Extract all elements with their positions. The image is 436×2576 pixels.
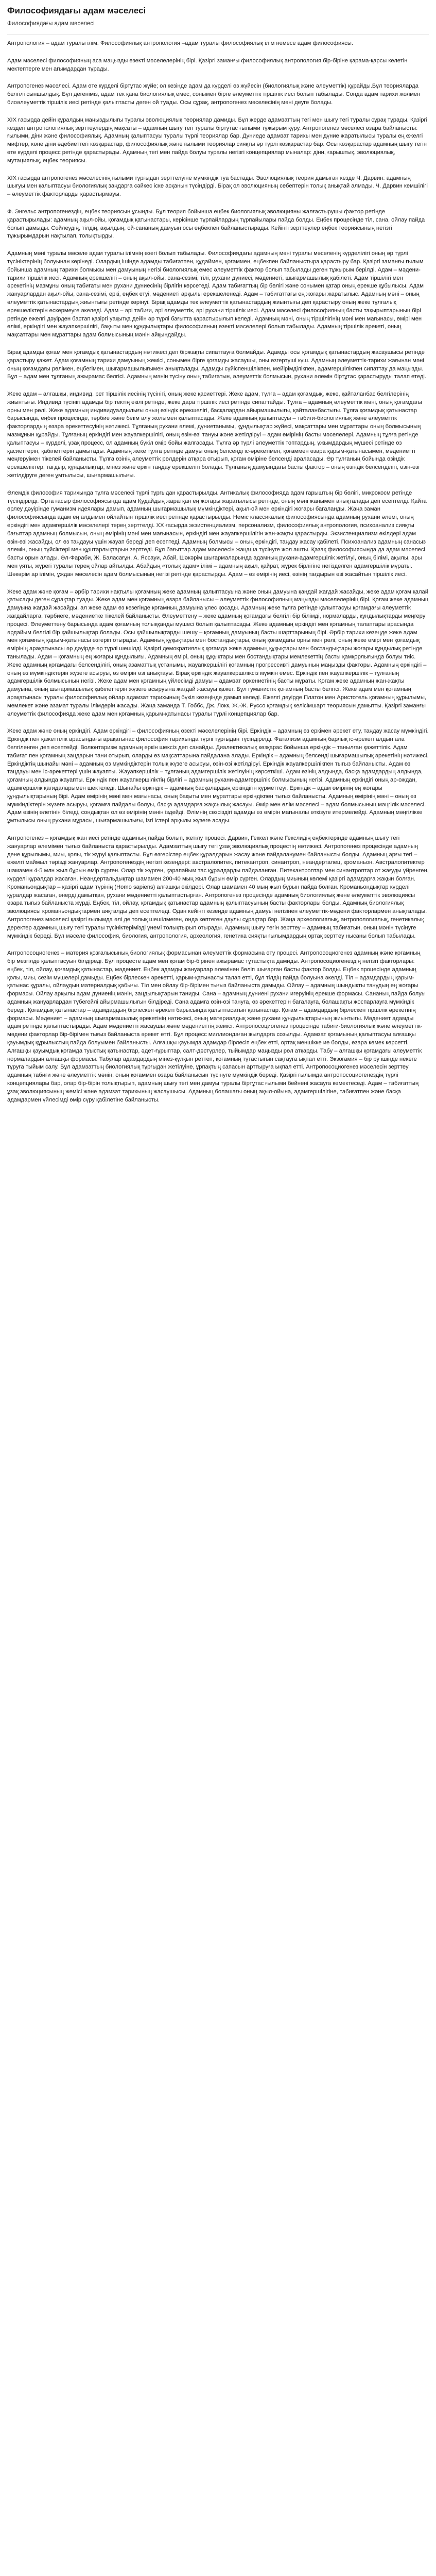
paragraph: Антропогенез – қоғамдық жан иесі ретінде адамның пайда болып, жетілу процесі. Дарвин, Геккел және Гекслидің еңбектерінде адамның шығу тегі жануарлар әлемімен тығыз байланыста қарастырылды. Адамзаттың шығу тегі ұзақ эволюциялық процестің нәтижесі. Антропогенез процесінде адамның дене құрылымы, миы, қолы, тік жүруі қалыптасты. Бұл өзгерістер еңбек құралдарын жасау және пайдаланумен байланысты болды. Адамның арғы тегі – ежелгі маймыл тәрізді жануарлар. Антропогенездің негізгі кезеңдері: австралопитек, питекантроп, синантроп, неандерталец, кроманьон. Австралопитектер шамамен 4-5 млн жыл бұрын өмір сүрген. Олар тік жүрген, қарапайым тас құралдарды пайдаланған. Питекантроптар мен синантроптар от жағуды үйренген, күрделі құралдар жасаған. Неандертальдықтар шамамен 200-40 мың жыл бұрын өмір сүрген. Олардың миының көлемі қазіргі адамдарға жақын болған. Кроманьондықтар – қазіргі адам түрінің (Homo sapiens) алғашқы өкілдері. Олар шамамен 40 мың жыл бұрын пайда болған. Кроманьондықтар күрделі құралдар жасаған, өнерді дамытқан, рухани мәдениетті қалыптастырған. Антропогенез процесінде адамның биологиялық және әлеуметтік эволюциясы өзара тығыз байланыста жүрді. Еңбек, тіл, ойлау, қоғамдық қатынастар адамның қалыптасуының басты факторлары болды. Адамның биологиялық эволюциясы кроманьондықтармен аяқталды деп есептеледі. Одан кейінгі кезеңде адамның дамуы негізінен әлеуметтік-мәдени факторлармен анықталады. Антропогенез мәселесі қазіргі ғылымда әлі де толық шешілмеген, онда көптеген даулы сұрақтар бар. Жаңа археологиялық, антропологиялық, генетикалық деректер адамның шығу тегі туралы түсініктерімізді үнемі толықтырып отырады. Адамның шығу тегін зерттеу – адамның табиғатын, оның мәнін түсінуге мүмкіндік береді. Бұл мәселе философия, биология, антропология, археология, генетика сияқты ғылымдардың ортақ зерттеу нысаны болып табылады. [7,835,429,939]
paragraph: Бірақ адамды қоғам мен қоғамдық қатынастардың нәтижесі деп біржақты сипаттауға болмайды. Адамды осы қоғамдық қатынастардың жасаушысы ретінде қарастыру қажет. Адам қоғамның тарихи дамуының жемісі, сонымен бірге қоғамды жасаушы, оны өзгертуші күш. Адамның әлеуметтік-тарихи жағынан мәні оның қоғамдағы рөлімен, еңбегімен, шығармашылығымен анықталады. Адамды сүйіспеншілікпен, мейірімділікпен, адамгершілікпен сипаттау да маңызды. Бұл – адам мен тұлғаның ажырамас белгісі. Адамның мәнін түсіну оның табиғатын, әлеуметтік болмысын, рухани әлемін біртұтас қарастыруды талап етеді. [7,349,426,380]
paragraph: Ф. Энгельс антропогенездің, еңбек теориясын ұсынды. Бұл теория бойынша еңбек биологиялық эволюцияны жалғастырушы фактор ретінде қарастырылады: адамның ақыл-ойы, қоғамдық қатынастары, керісінше тұрпайлардың тұрпайылары пайда болды. Еңбек процесінде тіл, сана, ойлау пайда болып дамыды. Сөйлеудің, тілдің, ақылдың, ой-сананың дамуын осы еңбекпен байланыстырады. Кейінгі зерттеулер еңбек теориясының негізгі тұжырымдарын нақтылап, толықтырды. [7,208,425,240]
paragraph: Әлемдік философия тарихында тұлға мәселесі түрлі тұрғыдан қарастырылды. Антикалық философияда адам ғарыштың бір бөлігі, микрокосм ретінде түсіндірілді. Орта ғасыр философиясында адам Құдайдың жаратқан ең жоғары жаратылысы ретінде, оның мәні жанымен анықталады деп есептелді. Қайта өрлеу дәуірінде гуманизм идеялары дамып, адамның шығармашылық мүмкіндіктері, ақыл-ой мен еркіндігі жоғары бағаланды. Жаңа заман философиясында адам ең алдымен ойлайтын тіршілік иесі ретінде қарастырылды. Неміс классикалық философиясында адамның рухани әлемі, оның еркіндігі мен адамгершілік мәселелері терең зерттелді. ХХ ғасырда экзистенциализм, персонализм, философиялық антропология, психоанализ сияқты бағыттар адамның болмысын, оның өмірінің мәні мен мағынасын, еркіндігі мен жауапкершілігін жан-жақты қарастырды. Экзистенциализм өкілдері адам өзін-өзі жасайды, ол өз таңдауы үшін жауап береді деп есептеді. Адамның болмысы – оның еркіндігі, таңдау жасау қабілеті. Психоанализ адамның санасыз әлемін, оның түйсіктері мен құштарлықтарын зерттеді. Бұл бағыттар адам мәселесін жаңаша түсінуге жол ашты. Қазақ философиясында да адам мәселесі басты орын алады. Әл-Фараби, Ж. Баласағұн, А. Яссауи, Абай, Шәкәрім шығармаларында адамның рухани-адамгершілік жетілуі, оның білімі, ақылы, ары мен ұяты, жүрегі туралы терең ойлар айтылды. Абайдың «толық адам» ілімі – адамның ақыл, қайрат, жүрек бірлігіне негізделген адамгершілік мұраты. Шәкәрім ар ілімін, ұждан мәселесін адам болмысының негізі ретінде қарастырды. Адам – өз өмірінің иесі, өзінің тағдырын өзі жасайтын тіршілік иесі. [7,489,427,578]
title-divider [7,34,429,35]
paragraph: ХІХ ғасырда антропогенез мәселесінің ғылыми тұрғыдан зерттелуіне мүмкіндік туа бастады. Эволюциялық теория дамыған кезде Ч. Дарвин: адамның шығуы мен қалыптасуы биологиялық заңдарға сәйкес іске асқанын түсіндірді. Бірақ ол эволюцияның себептерін толық анықтай алмады. Ч. Дарвин кемшілігі – әлеуметтік факторларды қарастырмауы. [7,175,428,198]
document-page [0,0,436,1124]
paragraph: Адам мәселесі философияның аса маңызды өзекті мәселелерінің бірі. Қазіргі заманғы философиялық антропология бір-біріне қарама-қарсы келетін мектептерге мен ағымдардан тұрады. [7,57,408,72]
paragraph: Жеке адам және қоғам – әрбір тарихи нақтылы қоғамның жеке адамның қалыптасуына және оның дамуына қандай жағдай жасайды, жеке адам қоғам қалай қатысады деген сұрақтар туады. Жеке адам мен қоғамның өзара байланысы – әлеуметтік философияның маңызды мәселелерінің бірі. Қоғам жеке адамның дамуына жағдай жасайды, ал жеке адам өз кезегінде қоғамның дамуына үлес қосады. Адамның жеке тұлға ретінде қалыптасуы қоғамдағы әлеуметтік жағдайларға, тәрбиеге, мәдениетке тікелей байланысты. Әлеуметтену – жеке адамның қоғамдағы белгілі бір білімді, нормаларды, құндылықтарды меңгеру процесі. Әлеуметтену барысында адам қоғамның толыққанды мүшесі болып қалыптасады. Жеке адамның еркіндігі мен қоғамның талаптары арасында әрдайым белгілі бір қайшылықтар болады. Осы қайшылықтарды шешу – қоғамның дамуының басты шарттарының бірі. Әрбір тарихи кезеңде жеке адам мен қоғамның қарым-қатынасы өзгеріп отырады. Адамның құқықтары мен бостандықтары, оның қоғамдағы орны мен рөлі, оның жеке өмірі мен қоғамдық өмірінің арақатынасы әр дәуірде әр түрлі шешілді. Қазіргі демократиялық қоғамда жеке адамның құқықтары мен бостандықтары жоғары құндылық ретінде танылады. Адам – қоғамның ең жоғары құндылығы. Адамның өмірі, оның құқықтары мен бостандықтары мемлекеттің басты қамқорлығында болуы тиіс. Жеке адамның қоғамдағы белсенділігі, оның азаматтық ұстанымы, жауапкершілігі қоғамның прогрессивті дамуының маңызды факторы. Адамның еркіндігі – оның өз мүмкіндіктерін жүзеге асыруы, өз өмірін өзі анықтауы. Бірақ еркіндік жауапкершіліксіз мүмкін емес. Еркіндік пен жауапкершілік – тұлғаның адамгершілік болмысының негізі. Жеке адам мен қоғамның үйлесімді дамуы – адамзат өркениетінің басты мұраты. Қоғам жеке адамның жан-жақты дамуына, оның шығармашылық қабілеттерін жүзеге асыруына жағдай жасауы қажет. Бұл гуманистік қоғамның басты белгісі. Жеке адам мен қоғамның арақатынасы туралы философиялық ойлар адамзат тарихының бүкіл кезеңінде дамып келеді. Ежелгі дәуірде Платон мен Аристотель қоғамның құрылымы, мемлекет және азамат туралы ілімдерін жасады. Жаңа заманда Т. Гоббс, Дж. Локк, Ж.-Ж. Руссо қоғамдық келісімшарт теориясын дамытты. Қазіргі заманғы әлеуметтік философияда жеке адам мен қоғамның қарым-қатынасы туралы түрлі концепциялар бар. [7,588,429,717]
document-body [7,40,429,1104]
paragraph: Антропология – адам туралы ілім. Философиялық антропология –адам туралы философиялық ілім немесе адам философиясы. [7,40,354,46]
page-title: Философиядағы адам мәселесі [7,6,146,15]
paragraph: Жеке адам және оның еркіндігі. Адам еркіндігі – философияның өзекті мәселелерінің бірі. Еркіндік – адамның өз еркімен әрекет ету, таңдау жасау мүмкіндігі. Еркіндік пен қажеттілік арасындағы арақатынас философия тарихында түрлі тұрғыдан түсіндірілді. Фатализм адамның барлық іс-әрекеті алдын ала белгіленген деп есептейді. Волюнтаризм адамның еркін шексіз деп санайды. Диалектикалық көзқарас бойынша еркіндік – танылған қажеттілік. Адам табиғат пен қоғамның заңдарын тани отырып, оларды өз мақсаттарына пайдалана алады. Еркіндік – адамның белсенді шығармашылық әрекетінің нәтижесі. Еркіндіктің шынайы мәні – адамның өз мүмкіндіктерін толық жүзеге асыруы, өзін-өзі жетілдіруі. Еркіндік жауапкершілікпен тығыз байланысты. Адам өз таңдауы мен іс-әрекеттері үшін жауапты. Жауапкершілік – тұлғаның адамгершілік жетілуінің көрсеткіші. Адам өзінің алдында, басқа адамдардың алдында, қоғамның алдында жауапты. Еркіндік пен жауапкершіліктің бірлігі – адамның рухани-адамгершілік болмысының негізі. Адамның еркіндігі оның ар-ождан, адамгершілік қағидаларымен шектеледі. Шынайы еркіндік – адамның басқалардың еркіндігін құрметтеуі. Еркіндік – адам өмірінің ең жоғары құндылықтарының бірі. Адам өмірінің мәні мен мағынасы, оның бақыты мен мұраттары еркіндікпен тығыз байланысты. Адамның өмірінің мәні – оның өз мүмкіндіктерін жүзеге асыруы, қоғамға пайдалы болуы, басқа адамдарға жақсылық жасауы. Өмір мен өлім мәселесі – адам болмысының мәңгілік мәселесі. Адам өзінің өлетінін біледі, сондықтан ол өз өмірінің мәнін іздейді. Өлімнің сөзсіздігі адамды өз өмірін мағыналы өткізуге итермелейді. Адамның мәңгілікке ұмтылысы оның рухани мұрасы, шығармашылығы, ізгі істері арқылы жүзеге асады. [7,728,429,824]
paragraph: Жеке адам – алғашқы, индивид, рет тіршілік иесінің түсінігі, оның жеке қасиеттері. Жеке адам, тұлға – адам қоғамдық, жеке, қайталанбас белгілерінің жиынтығы. Индивид түсінігі адамды бір тектің өкілі ретінде, жеке дара тіршілік иесі ретінде сипаттайды. Тұлға – адамның әлеуметтік мәні, оның қоғамдағы орны мен рөлі. Жеке адамның индивидуалдылығы оның өзіндік ерекшелігі, басқалардан айырмашылығы, қайталанбастығы. Тұлға қоғамдық қатынастар барысында, еңбек процесінде, тәрбие және білім алу жолымен қалыптасады. Жеке адамның қалыптасуы – табиғи-биологиялық және әлеуметтік факторлардың өзара әрекеттесуінің нәтижесі. Тұлғаның рухани әлемі, дүниетанымы, құндылықтар жүйесі, мақсаттары мен мұраттары оның болмысының мазмұнын құрайды. Тұлғаның еркіндігі мен жауапкершілігі, оның өзін-өзі тануы және жетілдіруі – адам өмірінің басты мәселелері. Адамның тұлға ретінде қалыптасуы – күрделі, ұзақ процесс, ол адамның бүкіл өмір бойы жалғасады. Тұлға әр түрлі әлеуметтік топтардың, ұжымдардың мүшесі ретінде өз қасиеттерін, қабілеттерін дамытады. Адамның жеке тұлға ретінде дамуы оның белсенді іс-әрекетімен, қоғаммен өзара қарым-қатынасымен, мәдениетті меңгеруімен тікелей байланысты. Тұлға өзінің әлеуметтік рөлдерін атқара отырып, қоғам өміріне белсенді араласады. Әр тұлғаның бойында өзіндік ерекшеліктер, тағдыр, құндылықтар, мінез және еркін таңдау ерекшелігі болады. Тұлғаның дамуындағы басты фактор – оның өзіндік белсенділігі, өзін-өзі жетілдіруге деген ұмтылысы, шығармашылығы. [7,391,422,479]
paragraph: ХІХ ғасырда дейін құралдың маңыздылығы туралы эволюциялық теориялар дамиды. Бұл жерде адамзаттың тегі мен шығу тегі туралы сұрақ тұрады. Қазіргі кездегі антропологиялық зерттеулердің мақсаты – адамның шығу тегі туралы біртұтас ғылыми тұжырым құру. Антропогенез мәселесі өзара байланысты: ғылыми, діни және философиялық. Адамның қалыптасуы туралы түрлі теориялар бар. Дүниеде адамзат тарихы мен дүние жаратылысы туралы ең ежелгі мифтер, көне діни әдебиеттегі көзқарастар, философиялық және ғылыми теориялар сияқты әр түрлі көзқарастар бар. Осы көзқарастар адамның шығу тегін өте күрделі процесс ретінде қарастырады. Адамның тегі мен пайда болуы туралы негізгі концепциялар мыналар: діни, ғарыштық, эволюциялық, мутациялық, еңбек теориясы. [7,116,427,164]
paragraph: Адамның мәні туралы мәселе адам туралы ілімнің өзегі болып табылады. Философиядағы адамның мәні туралы мәселенің күрделілігі оның әр түрлі түсініктерінің болуынан көрінеді. Олардың ішінде адамды табиғатпен, құдаймен, қоғаммен, еңбекпен байланыстыра қарастыру бар. Қазіргі заманғы ғылым бойынша адамның тарихи болмысы мен дамуының негізі биологиялық емес әлеуметтік фактор болып табылады деген тұжырым берілді. Адам – мәдени-тарихи тіршілік иесі. Адамның ерекшелігі – оның ақыл-ойы, сана-сезімі, тілі, рухани дүниесі, мәдениеті, шығармашылық қабілеті. Адам тіршілігі мен әрекетінің мазмұны оның табиғаты мен рухани дүниесінің бірлігін көрсетеді. Адам табиғаттың бір бөлігі және сонымен қатар оның ерекше құбылысы. Адам жануарлардан ақыл-ойы, сана-сезімі, еркі, еңбек етуі, мәдениеті арқылы ерекшеленеді. Адам – табиғаттағы ең жоғары жаратылыс. Адамның мәні – оның әлеуметтік қатынастардың жиынтығы ретінде көрінуі. Бірақ адамды тек әлеуметтік қатынастардың жиынтығы деп қарастыру оның жеке тұлғалық ерекшеліктерін ескермеуге әкеледі. Адам – әрі табиғи, әрі әлеуметтік, әрі рухани тіршілік иесі. Адам мәселесі философияның басты тақырыптарының бірі ретінде ежелгі дәуірден бастап қазіргі уақытқа дейін әр түрлі бағытта қарастырылып келеді. Адамның мәні, оның тіршілігінің мәні мен мағынасы, өмірі мен өлімі, еркіндігі мен жауапкершілігі, бақыты мен құндылықтары философияның өзекті мәселелері болып табылады. Адамның тіршілік әрекеті, оның мақсаттары мен мұраттары адам болмысының мәнін айқындайды. [7,250,424,338]
page-subtitle: Философиядағы адам мәселесі [7,21,95,27]
paragraph: Антропогенез мәселесі. Адам өте күрделі біртұтас жүйе; ол кезінде адам да күрделі өз жүйесін (биологиялық және әлеуметтік) құрайды.Бұл теорияларда белгілі сыншылдық. Бұл дегеніміз, адам тек қана биологиялық емес, сонымен бірге әлеуметтік тіршілік иесі болып табылады. Сонда адам тарихи жолмен биоәлеуметтік тіршілік иесі ретінде қалыптасты деген ой туады. Осы сұрақ, антропогенез мәселесінің мәні деуге болады. [7,83,421,106]
paragraph: Антропосоциогенез – материя қозғалысының биологиялық формасынан әлеуметтік формасына өту процесі. Антропосоциогенез адамның және қоғамның бір мезгілде қалыптасуын білдіреді. Бұл процесте адам мен қоғам бір-бірінен ажырамас тұтастықта дамиды. Антропосоциогенездің негізгі факторлары: еңбек, тіл, ойлау, қоғамдық қатынастар, мәдениет. Еңбек адамды жануарлар әлемінен бөліп шығарған басты фактор болды. Еңбек процесінде адамның қолы, миы, сезім мүшелері дамыды. Еңбек бірлескен әрекетті, қарым-қатынасты талап етті, бұл тілдің пайда болуына әкелді. Тіл – адамдардың қарым-қатынас құралы, ойлаудың материалдық қабығы. Тіл мен ойлау бір-бірімен тығыз байланыста дамыды. Ойлау – адамның шындықты танудың ең жоғары формасы. Ойлау арқылы адам дүниенің мәнін, заңдылықтарын таниды. Сана – адамның дүниені рухани игеруінің ерекше формасы. Сананың пайда болуы адамның жануарлардан түбегейлі айырмашылығын білдіреді. Сана адамға өзін-өзі тануға, өз әрекеттерін бағалауға, болашақты жоспарлауға мүмкіндік береді. Қоғамдық қатынастар – адамдардың бірлескен әрекеті барысында қалыптасатын қатынастар. Қоғам – адамдардың бірлескен тіршілік әрекетінің формасы. Мәдениет – адамның шығармашылық әрекетінің нәтижесі, оның материалдық және рухани құндылықтарының жиынтығы. Мәдениет адамды адам ретінде қалыптастырады. Адам мәдениетті жасаушы және мәдениеттің жемісі. Антропосоциогенез процесінде табиғи-биологиялық және әлеуметтік-мәдени факторлар бір-бірімен тығыз байланыста әрекет етті. Бұл процесс миллиондаған жылдарға созылды. Адамзат қоғамының қалыптасуы алғашқы қауымдық құрылыстың пайда болуымен байланысты. Алғашқы қауымда адамдар бірлесіп еңбек етті, ортақ меншікке ие болды, өзара көмек көрсетті. Алғашқы қауымдық қоғамда туыстық қатынастар, әдет-ғұрыптар, салт-дәстүрлер, тыйымдар маңызды рөл атқарды. Табу – алғашқы қоғамдағы әлеуметтік нормалардың алғашқы формасы. Табулар адамдардың мінез-құлқын реттеп, қоғамның тұтастығын сақтауға ықпал етті. Экзогамия – бір ру ішінде некеге тұруға тыйым салу. Бұл адамзаттың биологиялық тұрғыдан жетілуіне, ұрпақтың сапасын арттыруға ықпал етті. Антропосоциогенез мәселесін зерттеу адамның табиғи және әлеуметтік мәнін, оның қоғаммен өзара байланысын түсінуге мүмкіндік береді. Қазіргі ғылымда антропосоциогенездің түрлі концепциялары бар, олар бір-бірін толықтырып, адамның шығу тегі мен дамуы туралы біртұтас ғылыми бейнені жасауға көмектеседі. Адам – табиғаттың ұзақ эволюциясының жемісі және адамзат тарихының жасаушысы. Адамның болашағы оның ақыл-ойына, адамгершілігіне, табиғатпен және басқа адамдармен үйлесімді өмір сүру қабілетіне байланысты. [7,950,426,1103]
